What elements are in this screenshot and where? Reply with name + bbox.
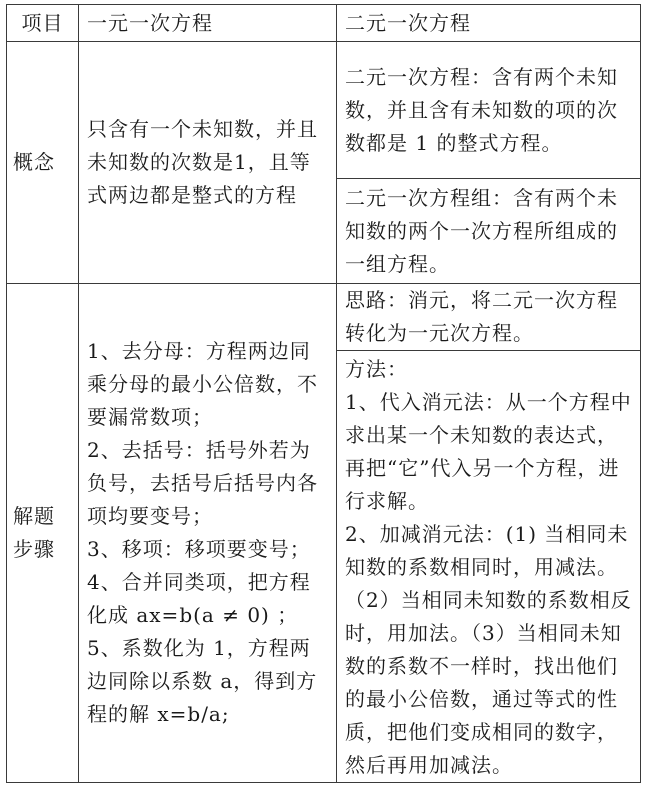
concept-one-var: 只含有一个未知数，并且未知数的次数是1，且等式两边都是整式的方程: [79, 42, 337, 284]
comparison-table: [6, 4, 641, 783]
header-row: [7, 5, 641, 42]
method-title: 方法：: [345, 357, 408, 381]
steps-two-var-idea: 思路：消元，将二元一次方程转化为一元次方程。: [337, 284, 641, 351]
step-item: 1、去分母：方程两边同乘分母的最小公倍数，不要漏常数项；: [87, 339, 318, 429]
steps-two-var-methods: [337, 351, 641, 783]
step-item: 5、系数化为 1，方程两边同除以系数 a，得到方程的解 x=b/a;: [87, 636, 318, 726]
concept-two-var-equation: 二元一次方程：含有两个未知数，并且含有未知数的项的次数都是 1 的整式方程。: [337, 42, 641, 179]
method-item: 1、代入消元法：从一个方程中求出某一个未知数的表达式，再把“它”代入另一个方程，进行求解。: [345, 390, 632, 513]
concept-two-var-system: 二元一次方程组：含有两个未知数的两个一次方程所组成的一组方程。: [337, 179, 641, 284]
method-item: 2、加减消元法：(1) 当相同未知数的系数相同时，用减法。（2）当相同未知数的系数相反时，用加法。（3）当相同未知数的系数不一样时，找出他们的最小公倍数，通过等式的性质，把他们变成相同的数字，然后再用加减法。: [345, 522, 632, 777]
concept-row: [7, 42, 641, 179]
header-two-var: 二元一次方程: [337, 5, 641, 42]
header-one-var: 一元一次方程: [79, 5, 337, 42]
header-item: 项目: [7, 5, 79, 42]
concept-label: 概念: [7, 42, 79, 284]
steps-one-var: [79, 284, 337, 783]
step-item: 2、去括号：括号外若为负号，去括号后括号内各项均要变号；: [87, 438, 318, 528]
steps-label-line1: 解题: [13, 504, 55, 528]
steps-row: [7, 284, 641, 351]
steps-label: [7, 284, 79, 783]
steps-label-line2: 步骤: [13, 537, 55, 561]
step-item: 3、移项：移项要变号；: [87, 537, 311, 561]
step-item: 4、合并同类项，把方程化成 ax=b(a ≠ 0) ；: [87, 570, 311, 627]
